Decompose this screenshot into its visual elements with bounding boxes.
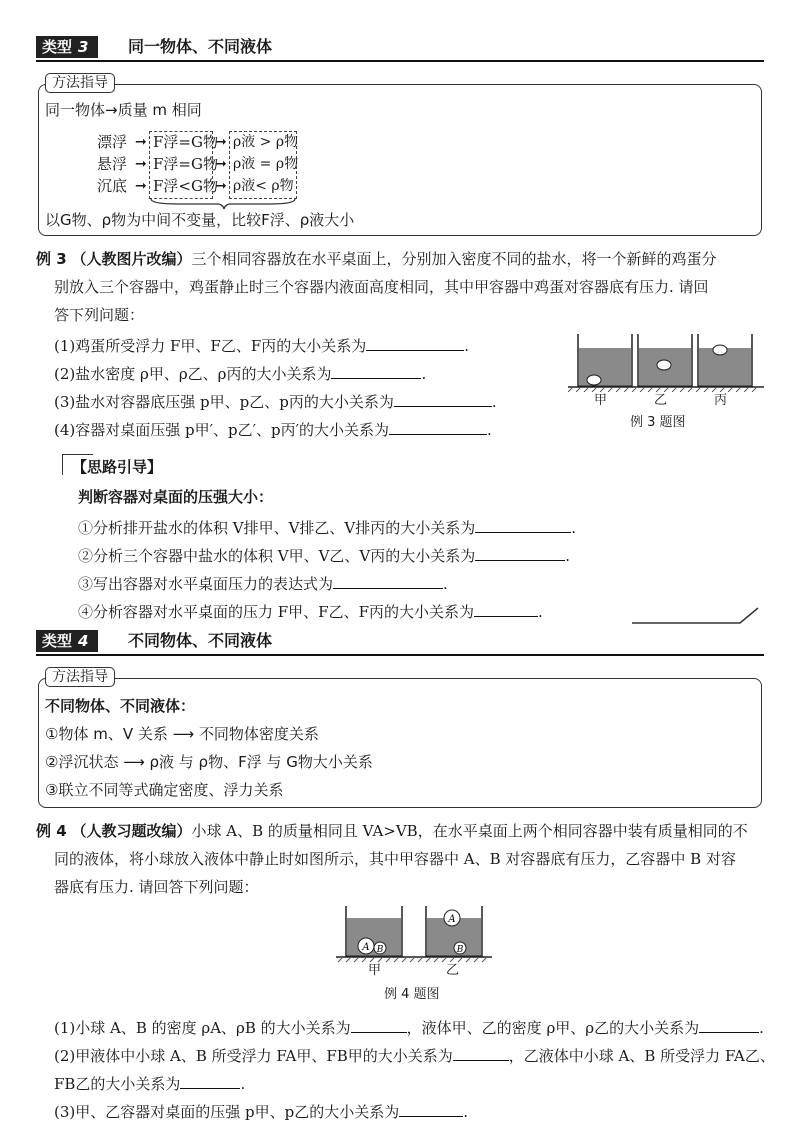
question-text: (4)容器对桌面压强 p甲′、p乙′、p丙′的大小关系为 (54, 421, 390, 439)
force-condition: F浮=G物 (153, 155, 218, 173)
figure-label: 丙 (714, 393, 728, 408)
density-condition: ρ液 > ρ物 (233, 134, 299, 150)
answer-blank[interactable] (389, 418, 487, 435)
force-condition: F浮<G物 (153, 177, 218, 195)
think-step-text: ③写出容器对水平桌面压力的表达式为 (78, 575, 334, 593)
method-guide-box-2 (38, 669, 762, 808)
question-text: (2)盐水密度 ρ甲、ρ乙、ρ丙的大小关系为 (54, 365, 332, 383)
arrow-icon: ➞ (135, 156, 147, 172)
think-step-text: ②分析三个容器中盐水的体积 V甲、V乙、V丙的大小关系为 (78, 547, 476, 565)
answer-blank[interactable] (474, 600, 538, 617)
question-text: (2)甲液体中小球 A、B 所受浮力 FA甲、FB甲的大小关系为 (54, 1047, 453, 1065)
example-text: 器底有压力. 请回答下列问题： (54, 878, 259, 896)
state-float: 漂浮 (97, 133, 128, 151)
answer-blank[interactable] (351, 1016, 407, 1033)
think-guide-title: 【思路引导】 (72, 458, 163, 476)
example-source: （人教图片改编） (71, 250, 192, 268)
egg-yi (657, 360, 671, 370)
think-step-text: ①分析排开盐水的体积 V排甲、V排乙、V排丙的大小关系为 (78, 519, 476, 537)
method-guide-tag: 方法指导 (45, 667, 115, 687)
section-tag-label: 类型 (42, 632, 73, 650)
method-guide-summary: 以G物、ρ物为中间不变量，比较F浮、ρ液大小 (45, 211, 355, 229)
section-number: 3 (78, 38, 89, 56)
question-text: (3)甲、乙容器对桌面的压强 p甲、p乙的大小关系为 (54, 1103, 400, 1121)
question-1: (1)鸡蛋所受浮力 F甲、F乙、F丙的大小关系为 . (54, 334, 469, 357)
ball-b-label: B (456, 945, 464, 955)
egg-bing (713, 345, 727, 355)
section-tag (36, 36, 98, 58)
arrow-icon: ➞ (215, 178, 227, 194)
example-4-question-3: (3)甲、乙容器对桌面的压强 p甲、p乙的大小关系为 . (54, 1100, 468, 1123)
figure-caption: 例 3 题图 (630, 415, 686, 430)
think-step-1: ①分析排开盐水的体积 V排甲、V排乙、V排丙的大小关系为 . (78, 516, 576, 539)
section-4-header (36, 628, 764, 656)
method-guide-step: ②浮沉状态 ⟶ ρ液 与 ρ物、F浮 与 G物大小关系 (45, 753, 373, 771)
question-text: (3)盐水对容器底压强 p甲、p乙、p丙的大小关系为 (54, 393, 394, 411)
question-3: (3)盐水对容器底压强 p甲、p乙、p丙的大小关系为 . (54, 390, 497, 413)
example-text: 同的液体，将小球放入液体中静止时如图所示，其中甲容器中 A、B 对容器底有压力，乙容器中 B 对容 (54, 850, 736, 868)
answer-blank[interactable] (331, 362, 421, 379)
figure-label: 乙 (654, 393, 668, 408)
question-text: ，乙液体中小球 A、B 所受浮力 FA乙、 (508, 1047, 775, 1065)
question-2: (2)盐水密度 ρ甲、ρ乙、ρ丙的大小关系为 . (54, 362, 426, 385)
example-4-question-2-cont: FB乙的大小关系为 . (54, 1072, 245, 1095)
section-title: 同一物体、不同液体 (128, 37, 273, 56)
figure-label: 甲 (368, 963, 382, 978)
think-step-text: ④分析容器对水平桌面的压力 F甲、F乙、F丙的大小关系为 (78, 603, 474, 621)
example-label: 例 4 (36, 822, 67, 840)
answer-blank[interactable] (366, 334, 464, 351)
section-tag (36, 630, 98, 652)
method-guide-line: 同一物体→质量 m 相同 (45, 101, 202, 119)
answer-blank[interactable] (394, 390, 492, 407)
question-text: (1)小球 A、B 的密度 ρA、ρB 的大小关系为 (54, 1019, 351, 1037)
method-guide-tag: 方法指导 (45, 73, 115, 93)
answer-blank[interactable] (180, 1072, 240, 1089)
ball-b-label: B (376, 945, 384, 955)
arrow-icon: ➞ (135, 134, 147, 150)
example-3-figure (568, 330, 768, 392)
section-3-header (36, 34, 764, 62)
example-4-question-2 (54, 1044, 775, 1067)
example-label: 例 3 (36, 250, 67, 268)
answer-blank[interactable] (699, 1016, 759, 1033)
density-condition: ρ液< ρ物 (233, 178, 294, 194)
question-text: FB乙的大小关系为 (54, 1075, 181, 1093)
example-source: （人教习题改编） (71, 822, 192, 840)
answer-blank[interactable] (475, 516, 571, 533)
think-step-4: ④分析容器对水平桌面的压力 F甲、F乙、F丙的大小关系为 . (78, 600, 543, 623)
section-title: 不同物体、不同液体 (128, 631, 273, 650)
method-guide-step: ③联立不同等式确定密度、浮力关系 (45, 781, 284, 799)
section-number: 4 (78, 632, 89, 650)
egg-jia (587, 375, 601, 385)
example-4-figure (336, 904, 496, 964)
state-sink: 沉底 (97, 177, 128, 195)
method-guide-box (38, 75, 762, 236)
figure-label: 甲 (594, 393, 608, 408)
figure-caption: 例 4 题图 (384, 987, 440, 1002)
ball-a-label: A (448, 914, 456, 925)
think-step-3: ③写出容器对水平桌面压力的表达式为 . (78, 572, 448, 595)
example-text: 答下列问题： (54, 306, 145, 324)
example-text: 三个相同容器放在水平桌面上，分别加入密度不同的盐水，将一个新鲜的鸡蛋分 (191, 250, 717, 268)
question-text: ，液体甲、乙的密度 ρ甲、ρ乙的大小关系为 (406, 1019, 700, 1037)
answer-blank[interactable] (333, 572, 443, 589)
density-condition: ρ液 = ρ物 (233, 156, 299, 172)
arrow-icon: ➞ (215, 156, 227, 172)
arrow-icon: ➞ (135, 178, 147, 194)
answer-blank[interactable] (475, 544, 565, 561)
think-step-2: ②分析三个容器中盐水的体积 V甲、V乙、V丙的大小关系为 . (78, 544, 570, 567)
question-text: (1)鸡蛋所受浮力 F甲、F乙、F丙的大小关系为 (54, 337, 367, 355)
example-text: 别放入三个容器中，鸡蛋静止时三个容器内液面高度相同，其中甲容器中鸡蛋对容器底有压力. 请回 (54, 278, 709, 296)
think-box-corner-end (632, 606, 762, 626)
question-4: (4)容器对桌面压强 p甲′、p乙′、p丙′的大小关系为 . (54, 418, 492, 441)
example-text: 小球 A、B 的质量相同且 VA>VB，在水平桌面上两个相同容器中装有质量相同的不 (191, 822, 748, 840)
state-suspend: 悬浮 (97, 155, 128, 173)
answer-blank[interactable] (453, 1044, 509, 1061)
example-3-line-1 (36, 248, 716, 270)
answer-blank[interactable] (399, 1100, 463, 1117)
force-condition: F浮=G物 (153, 133, 218, 151)
method-guide-step: ①物体 m、V 关系 ⟶ 不同物体密度关系 (45, 725, 319, 743)
example-4-question-1: (1)小球 A、B 的密度 ρA、ρB 的大小关系为 ，液体甲、乙的密度 ρ甲、ρ乙的大小关系为 . (54, 1016, 764, 1039)
think-guide-lead: 判断容器对桌面的压强大小： (78, 488, 274, 506)
example-4-line-1 (36, 820, 748, 842)
section-tag-label: 类型 (42, 38, 73, 56)
arrow-icon: ➞ (215, 134, 227, 150)
method-guide-lead: 不同物体、不同液体： (45, 697, 196, 715)
ball-a-label: A (362, 942, 370, 953)
figure-label: 乙 (446, 963, 460, 978)
